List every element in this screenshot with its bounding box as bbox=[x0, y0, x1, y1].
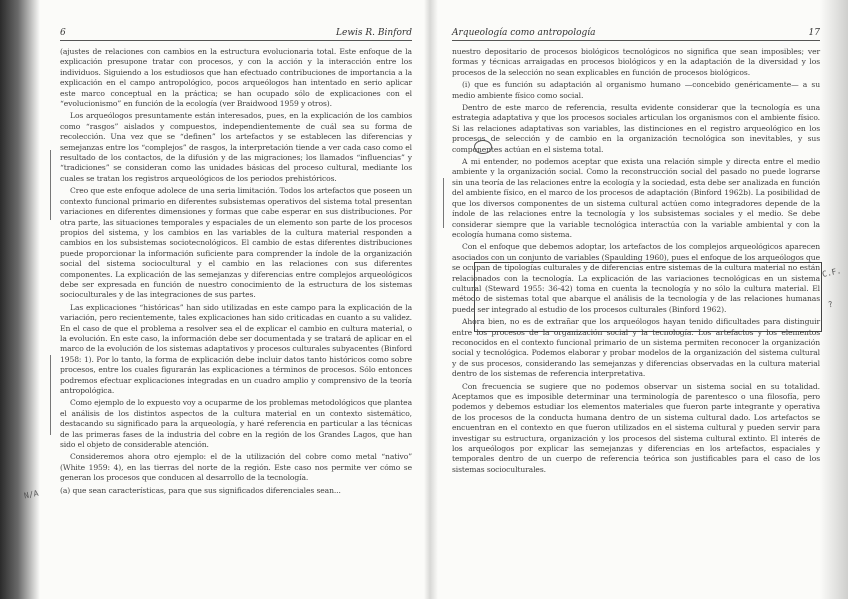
right-paragraph: nuestro depositario de procesos biológicos tecnológicos no significa que sean imposibles; ver formas y técnicas arraigadas en procesos biológicos y en la adaptación de la diversidad y los procesos de la selección no sean explicables en función de procesos biológicos. bbox=[452, 47, 820, 77]
left-page-header bbox=[60, 28, 412, 41]
right-paragraph: A mi entender, no podemos aceptar que exista una relación simple y directa entre el medio ambiente y la organización social. Como la reconstrucción social del pasado no puede lograrse sin una teoría de las relaciones entre la ecología y la sociedad, esta debe ser analizada en función del ambiente físico, en el marco de los procesos de adaptación (Binford 1962b). La posibilidad de que los diversos componentes de un sistema cultural actúen como integradores depende de la índole de las relaciones entre la tecnología y los subsistemas sociales y el medio. Se debe considerar siempre que la variable tecnológica interactúa con la variable ambiental y con la ecología humana como sistema. bbox=[452, 157, 820, 239]
right-paragraph: Con el enfoque que debemos adoptar, los artefactos de los complejos arqueológicos aparecen asociados con un conjunto de variables (Spaulding 1960), pues el enfoque de los arqueólogos que se ocupan de tipologías culturales y de diferencias entre sistemas de la cultura material no están relacionados con la tecnología. La explicación de las variaciones tecnológicas en un sistema cultural (Steward 1955: 36-42) toma en cuenta la tecnología y no sólo la cultura material. El método de sistemas total que abarque el análisis de la tecnología y de las relaciones humanas puede ser integrado al estudio de los procesos culturales (Binford 1962). bbox=[452, 242, 820, 314]
right-paragraph: (i) que es función su adaptación al organismo humano —concebido genéricamente— a su medio ambiente físico como social. bbox=[452, 80, 820, 100]
left-margin-bracket bbox=[50, 355, 51, 435]
handdrawn-circle bbox=[474, 140, 492, 154]
handdrawn-box-annotation bbox=[474, 262, 822, 332]
left-page-number: 6 bbox=[60, 28, 66, 38]
right-paragraph: Dentro de este marco de referencia, resulta evidente considerar que la tecnología es una estrategia adaptativa y que los procesos sociales articulan los organismos con el ambiente físico. Si las relaciones adaptativas son variables, las distinciones en el registro arqueológico en los procesos de selección y de cambio en la organización tecnológica son inevitables, y sus componentes actúan en el sistema total. bbox=[452, 103, 820, 154]
right-margin-handwriting: C.F. bbox=[821, 266, 842, 279]
right-page-header bbox=[452, 28, 820, 41]
left-paragraph: Las explicaciones “históricas” han sido utilizadas en este campo para la explicación de la variación, pero recientemente, tales explicaciones han sido criticadas en cuanto a su validez. En el caso de que el problema a resolver sea el de explicar el cambio en cultura material, o la evolución. En este caso, la información debe ser documentada y se tratará de aplicar en el marco de la evolución de los sistemas adaptativos y procesos culturales subyacentes (Binford 1958: 1). Por lo tanto, la forma de explicación debe incluir datos tanto históricos como sobre procesos, entre los cuales figurarán las explicaciones a términos de procesos. Sólo entonces podremos efectuar explicaciones integradas en un cuadro amplio y comprensivo de la teoría antropológica. bbox=[60, 302, 412, 395]
left-paragraph: Creo que este enfoque adolece de una seria limitación. Todos los artefactos que poseen un contexto funcional primario en diferentes subsistemas operativos del sistema total presentan variaciones en diferentes dimensiones y formas que cabe esperar en sus distribuciones. Por otra parte, las situaciones temporales y espaciales de un elemento son parte de los procesos propios del sistema, y los cambios en las variables de la cultura material responden a cambios en los subsistemas sociotecnológicos. El cambio de estas diferentes distribuciones puede proporcionar la información suficiente para comprender la índole de la organización social del sistema sociocultural y el cambio en las relaciones con sus diferentes componentes. La explicación de las semejanzas y diferencias entre complejos arqueológicos debe ser expresada en función de nuestro conocimiento de la estructura de los sistemas socioculturales y de las integraciones de sus partes. bbox=[60, 186, 412, 300]
right-running-head: Arqueología como antropología bbox=[452, 28, 596, 38]
left-page bbox=[60, 28, 412, 589]
left-margin-handwriting: N/A bbox=[23, 488, 40, 501]
right-page-number: 17 bbox=[808, 28, 820, 38]
left-running-head: Lewis R. Binford bbox=[336, 28, 412, 38]
left-paragraph: Como ejemplo de lo expuesto voy a ocuparme de los problemas metodológicos que plantea el análisis de los distintos aspectos de la cultura material en un contexto sistemático, destacando su significado para la arqueología, y haré referencia en particular a las técnicas de las primeras fases de la industria del cobre en la región de los Grandes Lagos, que han sido el objeto de considerable atención. bbox=[60, 398, 412, 450]
left-paragraph: Consideremos ahora otro ejemplo: el de la utilización del cobre como metal “nativo” (White 1959: 4), en las tierras del norte de la región. Este caso nos permite ver cómo se generan los procesos que conducen al desarrollo de la tecnología. bbox=[60, 452, 412, 483]
right-margin-handwriting: ? bbox=[827, 299, 834, 310]
left-paragraph: (ajustes de relaciones con cambios en la estructura evolucionaria total. Este enfoque de la explicación presupone tratar con procesos, y con la acción y la interacción entre los individuos. Siguiendo a los estudiosos que han efectuado contribuciones de importancia a la explicación en el campo antropológico, pocos arqueólogos han intentado en serio aplicar este marco conceptual en la práctica; se han ocupado sólo de explicaciones con el “evolucionismo” en función de la ecología (ver Braidwood 1959 y otros). bbox=[60, 47, 412, 109]
right-paragraph: Con frecuencia se sugiere que no podemos observar un sistema social en su totalidad. Aceptamos que es imposible determinar una terminología de parentesco o una filosofía, pero podemos y debemos estudiar los elementos materiales que fueron parte integrante y operativa de los procesos de la conducta humana dentro de un sistema cultural dado. Los artefactos se encuentran en el contexto en que fueron utilizados en el sistema cultural y pueden servir para investigar su estructura, organización y los procesos del sistema cultural extinto. El interés de los arqueólogos por explicar las semejanzas y diferencias en los artefactos, espaciales y temporales dentro de un cuerpo de referencia teórica son justificables para el caso de los sistemas socioculturales. bbox=[452, 381, 820, 474]
right-margin-bracket bbox=[443, 178, 444, 228]
left-margin-bracket bbox=[50, 150, 51, 220]
right-paragraph: Ahora bien, no es de extrañar que los arqueólogos hayan tenido dificultades para distinguir entre los procesos de la organización social y la tecnología. Los artefactos y los elementos reconocidos en el contexto funcional primario de un sistema permiten reconocer la organización social y tecnológica. Podemos elaborar y probar modelos de la organización del sistema cultural y de sus procesos, considerando las semejanzas y diferencias observadas en la cultura material dentro de los sistemas de referencia interpretativa. bbox=[452, 317, 820, 379]
left-footer-fragment: (a) que sean características, para que sus significados diferenciales sean... bbox=[60, 485, 341, 495]
left-paragraph: Los arqueólogos presuntamente están interesados, pues, en la explicación de los cambios como “rasgos” aislados y compuestos, independientemente de cuál sea su forma de recolección. Una vez que se “definen” los artefactos y se establecen las diferencias y semejanzas entre los “complejos” de rasgos, la interpretación tiende a ver cada caso como el resultado de los contactos, de la difusión y de las migraciones; los llamados “influencias” y “tradiciones” se consideran como las unidades básicas del proceso cultural, mediante los cuales se tratan los registros arqueológicos de los periodos prehistóricos. bbox=[60, 111, 412, 183]
